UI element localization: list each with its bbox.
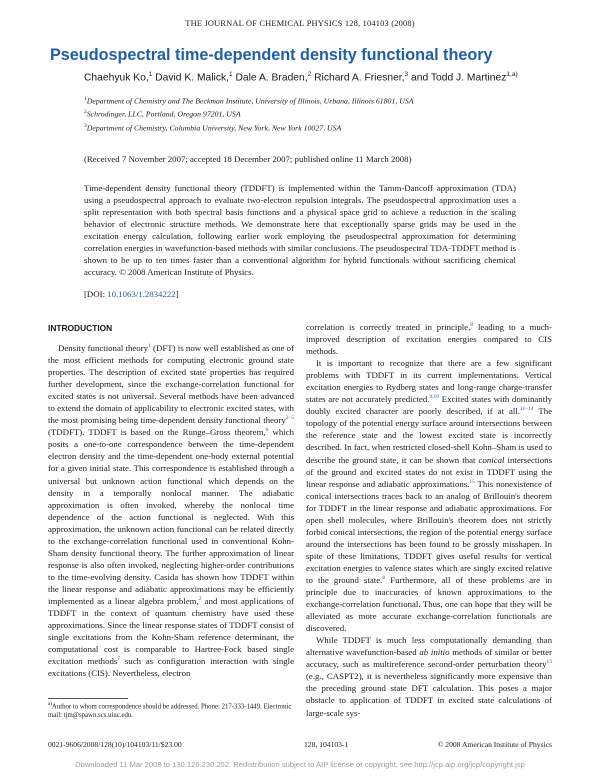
citation-ref[interactable]: 13	[546, 659, 552, 666]
citation-ref[interactable]: 8	[470, 322, 474, 329]
affiliation-line: $^3$Department of Chemistry, Columbia University, New York, New York 10027, USA	[84, 122, 342, 133]
citation-ref[interactable]: 2	[198, 596, 202, 603]
affiliation-line: $^1$Department of Chemistry and The Beckman Institute, University of Illinois, Urbana, Illinois 61801, USA	[84, 96, 414, 106]
article-code: 0021-9606/2008/128(10)/104103/11/$23.00	[48, 740, 182, 749]
citation-ref[interactable]: 1	[148, 343, 151, 350]
author-affil-sup: 1	[148, 71, 153, 78]
right-column	[306, 321, 552, 719]
footnote: $^{a)}$Author to whom correspondence should be addressed. Phone: 217-333-1449. Electronic mail: tjm@spawn.scs.uiuc.edu.	[48, 702, 292, 720]
author-affil-sup: 2	[307, 71, 312, 78]
author-name: Dale A. Braden,	[232, 72, 308, 84]
author-list	[84, 68, 524, 84]
copyright: © 2008 American Institute of Physics	[437, 740, 552, 749]
body-paragraph: correlation is correctly treated in principle,$^8$ leading to a much-improved description of excitation energies compared to CIS methods.	[306, 322, 552, 357]
citation-ref[interactable]: 8	[382, 575, 386, 582]
author-name: Chaehyuk Ko,	[84, 72, 149, 84]
page-number: 128, 104103-1	[304, 740, 349, 749]
citation-ref[interactable]: 9,10	[429, 394, 440, 401]
author-affil-sup: 1	[229, 71, 233, 78]
author-affil-sup: 1,a)	[506, 71, 518, 78]
download-notice: Downloaded 11 Mar 2008 to 130.126.230.252. Redistribution subject to AIP license or copyright; see http://jcp.aip.org/jcp/copyright.jsp	[75, 760, 525, 769]
body-paragraph: It is important to recognize that there are a few significant problems with TDDFT in its current implementations. Vertical excitation energies to Rydberg states and long-range charge-transfer states are not accurately predicted.$^{9,10}$ Excited states with dominantly doubly excited character are poorly described, if at all.$^{11-14}$ The topology of the potential energy surface around intersections between the reference state and the lowest excited state is incorrectly described. In fact, when restricted closed-shell Kohn–Sham is used to describe the ground state, it can be shown that conical intersections of the ground and excited states do not exist in TDDFT using the linear response and adiabatic approximations.$^{15}$ This nonexistence of conical intersections traces back to an analog of Brillouin's theorem for TDDFT in the linear response and adiabatic approximations. For open shell molecules, where Brillouin's theorem does not strictly forbid conical intersections, the region of the potential energy surface around the intersections has been found to be grossly misshapen. In spite of these limitations, TDDFT gives useful results for vertical excitation energies to valence states which are singly excited relative to the ground state.$^8$ Furthermore, all of these problems are in principle due to inaccuracies of known approximations to the exchange-correlation functional. Thus, one can hope that they will be alleviated as more accurate exchange-correlation functionals are discovered.	[306, 358, 552, 634]
doi-line: [DOI: 10.1063/1.2834222]	[84, 289, 179, 299]
citation-ref[interactable]: 2–5	[285, 415, 294, 422]
author-name: and Todd J. Martinez	[408, 72, 507, 84]
author-affil-sup: 3	[404, 71, 409, 78]
citation-ref[interactable]: 6	[265, 427, 269, 434]
footnote-divider	[48, 698, 128, 699]
author-name: Richard A. Friesner,	[311, 72, 405, 84]
doi-link[interactable]: 10.1063/1.2834222	[107, 289, 176, 299]
author-name: David K. Malick,	[152, 72, 229, 84]
received-dates: (Received 7 November 2007; accepted 18 December 2007; published online 11 March 2008)	[84, 154, 412, 164]
citation-ref[interactable]: 7	[117, 656, 121, 663]
left-column	[48, 342, 294, 679]
affiliations	[84, 94, 554, 134]
body-paragraph: While TDDFT is much less computationally demanding than alternative wavefunction-based ab initio methods of similar or better accuracy, such as multireference second-order perturbation theory$^{13}$ (e.g., CASPT2), it is nevertheless significantly more expensive than the preceding ground state DFT calculation. This poses a major obstacle to application of TDDFT in excited state calculations of large-scale sys-	[306, 635, 552, 718]
article-title: Pseudospectral time-dependent density functional theory	[50, 46, 493, 64]
abstract: Time-dependent density functional theory (TDDFT) is implemented within the Tamm-Dancoff approximation (TDA) using a pseudospectral approach to evaluate two-electron repulsion integrals. The pseudospectral approximation uses a split representation with both spectral basis functions and a physical space grid to achieve a reduction in the scaling behavior of electronic structure methods. We demonstrate here that exceptionally sparse grids may be used in the excitation energy calculation, following earlier work employing the pseudospectral approximation for determining correlation energies in wavefunction-based methods with similar conclusions. The pseudospectral TDA-TDDFT method is shown to be up to ten times faster than a conventional algorithm for hybrid functionals without sacrificing chemical accuracy. © 2008 American Institute of Physics.	[84, 183, 517, 277]
affiliation-line: $^2$Schrodinger, LLC, Portland, Oregon 97201, USA	[84, 109, 241, 119]
section-heading: INTRODUCTION	[48, 323, 113, 333]
citation-ref[interactable]: 15	[469, 478, 475, 485]
body-paragraph: Density functional theory$^1$ (DFT) is now well established as one of the most efficient methods for computing electronic ground state properties. The description of excited state properties has required further development, since the exchange-correlation functional for excited states is not universal. Several methods have been advanced to extend the domain of applicability to electronic excited states, with the most promising being time-dependent density functional theory$^{2-5}$ (TDDFT). TDDFT is based on the Runge–Gross theorem,$^6$ which posits a one-to-one correspondence between the time-dependent electron density and the time-dependent one-body external potential for a given initial state. This correspondence is established through a universal but unknown action functional which depends on the density in a temporally nonlocal manner. The adiabatic approximation is often invoked, whereby the nonlocal time dependence of the action functional is neglected. With this approximation, the unknown action functional can be related directly to the exchange-correlation functional used in conventional Kohn-Sham density functional theory. The further approximation of linear response is also often invoked, neglecting higher-order contributions to the time-evolving density. Casida has shown how TDDFT within the linear response and adiabatic approximations may be efficiently implemented as a linear algebra problem,$^2$ and most applications of TDDFT in the context of quantum chemistry have used these approximations. Since the linear response states of TDDFT consist of single excitations from the Kohn-Sham reference determinant, the computational cost is comparable to Hartree-Fock based single excitation methods$^7$ such as configuration interaction with single excitations (CIS). Nevertheless, electron	[48, 343, 295, 679]
citation-ref[interactable]: 11–14	[519, 406, 534, 413]
journal-header: THE JOURNAL OF CHEMICAL PHYSICS 128, 104103 (2008)	[185, 19, 415, 28]
